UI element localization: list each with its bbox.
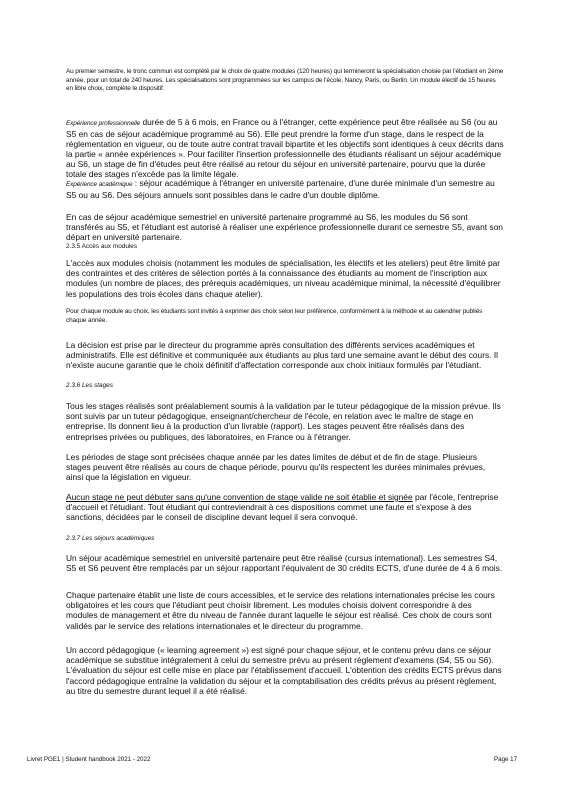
paragraph-body: par l'école, l'entreprise d'accueil et l'étudiant. Tout étudiant qui contreviendrait à ces dispositions commet une faute et s'expose à des sanctions, décidées par le conseil de discipline devant lequel il sera convoqué.: [66, 492, 499, 523]
paragraph-text: [66, 178, 504, 200]
heading-text: 2.3.6 Les stages: [66, 382, 113, 389]
paragraph-periodes-stage: [66, 452, 504, 483]
underlined-statement: Aucun stage ne peut débuter sans qu'une convention de stage valide ne soit établie et signée: [66, 492, 413, 502]
paragraph-liste-cours: [66, 590, 504, 631]
paragraph-text: En cas de séjour académique semestriel en université partenaire programmé au S6, les modules du S6 sont transférés au S5, et l'étudiant est autorisé à réaliser une expérience professionnelle durant ce semestre S5, avant son départ en université partenaire.: [66, 212, 503, 243]
paragraph-text: L'accès aux modules choisis (notamment les modules de spécialisation, les électifs et les ateliers) peut être limité par des contraintes et des critères de sélection portés à la connaissance des étudiants au moment de l'inscription aux modules (un nombre de places, des prérequis académiques, un niveau académique minimal, la nécessité d'équilibrer les populations des trois écoles dans chaque atelier).: [66, 258, 501, 299]
heading-text: 2.3.5 Accès aux modules: [66, 243, 138, 250]
paragraph-sejour-s6: [66, 212, 504, 243]
paragraph-experience-professionnelle: [66, 117, 504, 180]
paragraph-text: Un accord pédagogique (« learning agreement ») est signé pour chaque séjour, et le contenu prévu dans ce séjour académique se substitue intégralement à celui du semestre prévu au présent règlement d'examens (S4, S5 ou S6). L'évaluation du séjour est celle mise en place par l'établissement d'accueil. L'obtention des crédits ECTS prévus dans l'accord pédagogique entraîne la validation du séjour et la comptabilisation des crédits prévus au présent règlement, au titre du semestre durant lequel il a été réalisé.: [66, 645, 502, 696]
paragraph-text: Chaque partenaire établit une liste de cours accessibles, et le service des relations internationales précise les cours obligatoires et les cours que l'étudiant peut choisir librement. Les modules choisis doivent correspondre à des modules de management et être du niveau de l'année durant laquelle le séjour est réalisé. Ces choix de cours sont validés par le service des relations internationales et le directeur du programme.: [66, 590, 495, 631]
paragraph-text: La décision est prise par le directeur du programme après consultation des différents services académiques et administratifs. Elle est définitive et communiquée aux étudiants au plus tard une semaine avant le début des cours. Il n'existe aucune garantie que le choix définitif d'affectation corresponde aux choix initiaux formulés par l'étudiant.: [66, 340, 499, 371]
paragraph-text: Les périodes de stage sont précisées chaque année par les dates limites de début et de fin de stage. Plusieurs stages peuvent être réalisés au cours de chaque période, pourvu qu'ils respectent les durées minimales prévues, ainsi que la législation en vigueur.: [66, 452, 486, 483]
paragraph-convention-stage: [66, 492, 504, 523]
paragraph-modules-intro: [66, 68, 504, 94]
paragraph-acces-modules: [66, 258, 504, 299]
section-heading-2-3-7: [66, 535, 504, 543]
paragraph-choix-modules: [66, 308, 504, 325]
paragraph-body: durée de 5 à 6 mois, en France ou à l'étranger, cette expérience peut être réalisée au S6 (ou au S5 en cas de séjour académique programmé au S6). Elle peut prendre la forme d'un stage, dans le respect de la réglementation en vigueur, ou de toute autre contrat travail bipartite et les objectifs sont identiques à ceux décrits dans la partie « année expériences ». Pour faciliter l'insertion professionnelle des étudiants réalisant un séjour académique au S6, un stage de fin d'études peut être réalisé au retour du séjour en université partenaire, pourvu que la durée totale des stages n'excède pas la limite légale.: [66, 117, 504, 180]
paragraph-text: Un séjour académique semestriel en université partenaire peut être réalisé (cursus international). Les semestres S4, S5 et S6 peuvent être remplacés par un séjour rapportant l'équivalent de 30 crédits ECTS, d'une durée de 4 à 6 mois.: [66, 553, 503, 574]
paragraph-text: Pour chaque module au choix, les étudiants sont invités à exprimer des choix selon leur préférence, conformément à la méthode et au calendrier publiés chaque année.: [66, 308, 483, 324]
paragraph-text: Tous les stages réalisés sont préalablement soumis à la validation par le tuteur pédagogique de la mission prévue. Ils sont suivis par un tuteur pédagogique, enseignant/chercheur de l'école, en relation avec le maître de stage en entreprise. Ils donnent lieu à la production d'un livrable (rapport). Les stages peuvent être réalisés dans des entreprises privées ou publiques, des laboratoires, en France ou à l'étranger.: [66, 401, 501, 442]
paragraph-stages: [66, 401, 504, 442]
term-label: Expérience professionnelle: [66, 120, 141, 127]
paragraph-learning-agreement: [66, 645, 504, 696]
paragraph-text: [66, 117, 504, 180]
section-heading-2-3-5: [66, 243, 504, 251]
paragraph-experience-academique: [66, 178, 504, 200]
paragraph-body: : séjour académique à l'étranger en université partenaire, d'une durée minimale d'un semestre au S5 ou au S6. Des séjours annuels sont possibles dans le cadre d'un double diplôme.: [66, 178, 495, 200]
paragraph-text: [66, 492, 504, 523]
paragraph-text: Au premier semestre, le tronc commun est complété par le choix de quatre modules (120 heures) qui termineront la spécialisation choisie par l'étudiant en 2ème année, pour un total de 240 heures. Les spécialisations sont programmées sur les campus de l'école, Nancy, Paris, ou Berlin. Un module électif de 15 heures en libre choix, complète le dispositif.: [66, 68, 504, 93]
paragraph-decision: [66, 340, 504, 371]
footer-left: Livret PGE1 | Student handbook 2021 - 2022: [27, 756, 151, 763]
page-number: Page 17: [494, 756, 518, 763]
term-label: Expérience académique: [66, 181, 133, 188]
heading-text: 2.3.7 Les séjours académiques: [66, 535, 155, 542]
section-heading-2-3-6: [66, 382, 504, 390]
paragraph-sejours: [66, 553, 504, 573]
